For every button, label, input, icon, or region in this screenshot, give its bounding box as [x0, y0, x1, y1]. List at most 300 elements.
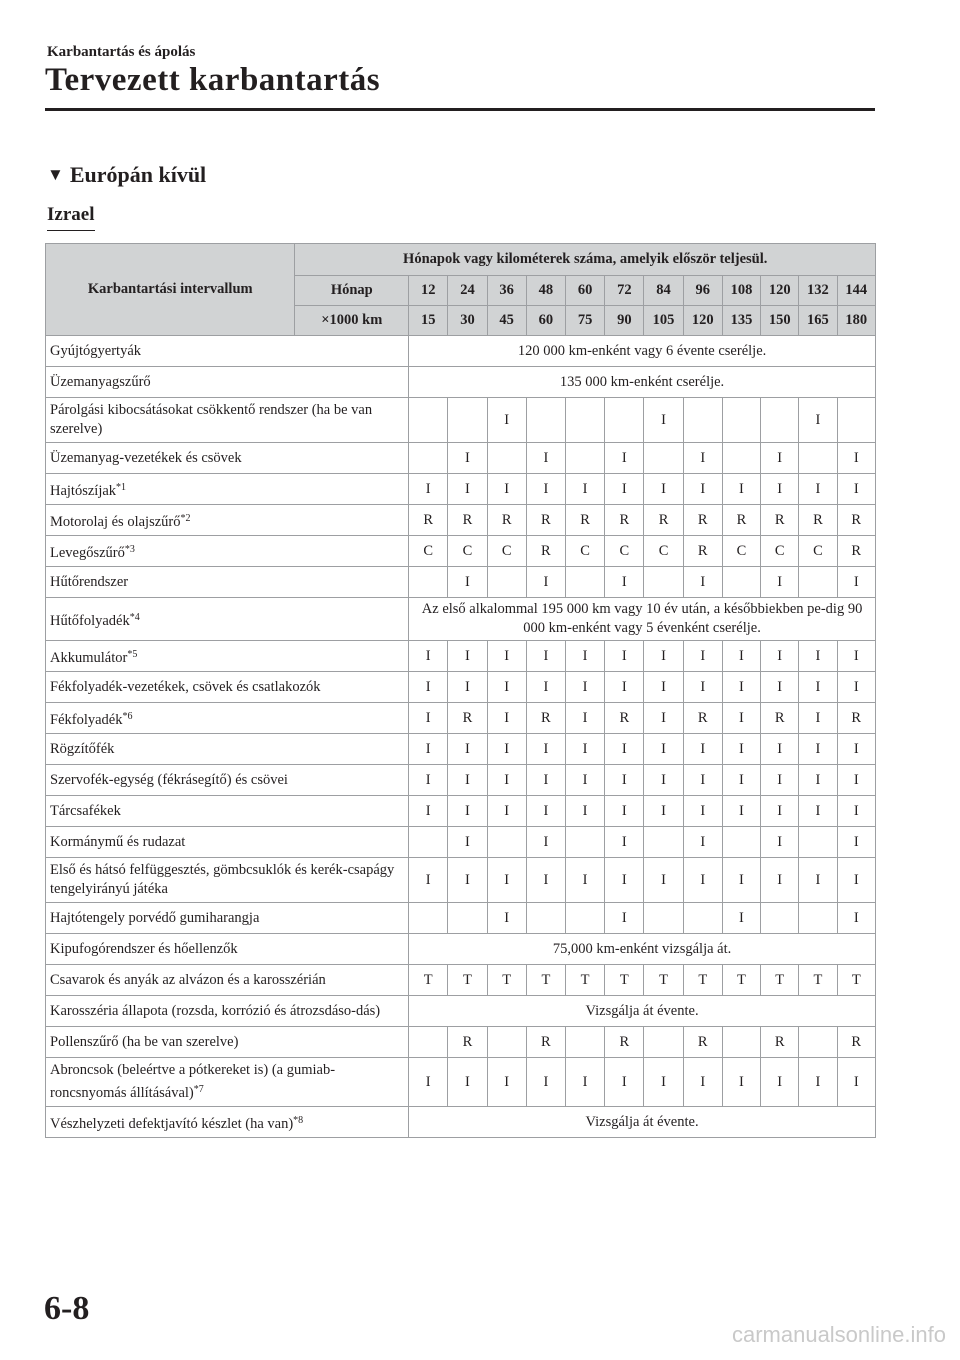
table-row [46, 858, 876, 903]
subsection-underline [47, 230, 95, 231]
schedule-cell: I [837, 443, 875, 474]
schedule-cell: I [683, 858, 722, 903]
schedule-cell [565, 827, 604, 858]
item-label-text: Kormánymű és rudazat [50, 833, 186, 850]
schedule-cell: R [799, 505, 837, 536]
item-label-text: Párolgási kibocsátásokat csökkentő rendszer (ha be van szerelve) [50, 402, 373, 437]
item-label-text: Hajtótengely porvédő gumiharangja [50, 909, 260, 926]
table-row [46, 903, 876, 934]
schedule-cell: I [799, 474, 837, 505]
schedule-cell [526, 398, 565, 443]
schedule-cell [409, 443, 448, 474]
schedule-cell: I [448, 672, 487, 703]
schedule-cell [644, 903, 683, 934]
schedule-cell: R [644, 505, 683, 536]
schedule-cell: I [837, 641, 875, 672]
schedule-cell: I [605, 641, 644, 672]
table-row [46, 367, 876, 398]
month-value: 108 [722, 276, 760, 306]
schedule-cell: C [565, 536, 604, 567]
item-label [46, 734, 409, 765]
schedule-cell: I [487, 672, 526, 703]
schedule-cell: I [683, 734, 722, 765]
item-label-text: Csavarok és anyák az alvázon és a karosszérián [50, 971, 326, 988]
schedule-cell: I [565, 765, 604, 796]
schedule-cell [683, 903, 722, 934]
schedule-cell: I [526, 672, 565, 703]
schedule-cell: I [644, 398, 683, 443]
item-label-text: Hajtószíjak [50, 482, 117, 499]
schedule-cell: I [605, 903, 644, 934]
table-row [46, 598, 876, 641]
schedule-cell [722, 1027, 760, 1058]
schedule-cell: C [409, 536, 448, 567]
item-label-text: Gyújtógyertyák [50, 342, 142, 359]
triangle-down-icon: ▼ [47, 165, 64, 184]
table-row [46, 672, 876, 703]
schedule-cell [487, 827, 526, 858]
table-row [46, 996, 876, 1027]
schedule-cell: C [605, 536, 644, 567]
schedule-cell: I [487, 765, 526, 796]
schedule-cell [487, 443, 526, 474]
schedule-cell: R [837, 505, 875, 536]
schedule-cell: I [837, 672, 875, 703]
schedule-cell: I [683, 474, 722, 505]
schedule-cell: I [799, 1058, 837, 1107]
schedule-cell: I [526, 827, 565, 858]
schedule-cell: R [837, 703, 875, 734]
item-label-text: Tárcsafékek [50, 802, 121, 819]
schedule-cell: I [526, 443, 565, 474]
schedule-cell: I [761, 474, 799, 505]
schedule-cell [722, 443, 760, 474]
schedule-cell: I [526, 567, 565, 598]
schedule-cell: I [565, 641, 604, 672]
schedule-cell: I [722, 796, 760, 827]
month-value: 36 [487, 276, 526, 306]
schedule-cell: T [761, 965, 799, 996]
schedule-cell [448, 903, 487, 934]
schedule-cell: I [409, 858, 448, 903]
schedule-cell: I [722, 474, 760, 505]
schedule-cell: T [722, 965, 760, 996]
schedule-cell: T [487, 965, 526, 996]
item-label-text: Vészhelyzeti defektjavító készlet (ha van) [50, 1115, 294, 1132]
schedule-cell: I [487, 903, 526, 934]
table-row [46, 505, 876, 536]
schedule-cell: I [644, 672, 683, 703]
table-row [46, 1027, 876, 1058]
schedule-cell: I [799, 398, 837, 443]
schedule-cell: I [487, 474, 526, 505]
schedule-cell: I [799, 858, 837, 903]
schedule-cell: R [761, 1027, 799, 1058]
schedule-cell: I [722, 672, 760, 703]
schedule-cell [487, 1027, 526, 1058]
footnote-mark: *8 [293, 1114, 304, 1126]
schedule-cell: R [526, 536, 565, 567]
month-value: 60 [565, 276, 604, 306]
schedule-cell: T [605, 965, 644, 996]
month-value: 12 [409, 276, 448, 306]
schedule-cell: I [722, 765, 760, 796]
schedule-cell [799, 827, 837, 858]
schedule-cell: I [487, 734, 526, 765]
table-row [46, 443, 876, 474]
schedule-cell: I [837, 827, 875, 858]
schedule-cell: I [722, 703, 760, 734]
item-label-text: Pollenszűrő (ha be van szerelve) [50, 1033, 239, 1050]
page-title: Tervezett karbantartás [45, 62, 381, 98]
schedule-cell: R [565, 505, 604, 536]
schedule-cell: I [761, 443, 799, 474]
schedule-cell [565, 903, 604, 934]
schedule-cell: I [605, 765, 644, 796]
table-row [46, 765, 876, 796]
schedule-cell: I [761, 796, 799, 827]
item-label-text: Hűtőrendszer [50, 573, 129, 590]
schedule-cell: I [683, 796, 722, 827]
schedule-cell: I [526, 1058, 565, 1107]
km-value: 30 [448, 306, 487, 336]
table-row [46, 567, 876, 598]
schedule-cell: C [644, 536, 683, 567]
schedule-cell: I [565, 796, 604, 827]
schedule-cell: T [644, 965, 683, 996]
item-label [46, 398, 409, 443]
schedule-cell: I [526, 474, 565, 505]
schedule-cell [487, 567, 526, 598]
schedule-cell: I [799, 703, 837, 734]
interval-note: 135 000 km-enként cserélje. [409, 367, 876, 398]
schedule-cell: R [526, 1027, 565, 1058]
schedule-cell: I [409, 474, 448, 505]
interval-note: 75,000 km-enként vizsgálja át. [409, 934, 876, 965]
schedule-cell: I [761, 765, 799, 796]
footnote-mark: *1 [116, 481, 127, 493]
table-row [46, 703, 876, 734]
item-label-text: Rögzítőfék [50, 740, 115, 757]
subsection-title: Izrael [47, 204, 95, 225]
km-value: 180 [837, 306, 875, 336]
schedule-cell: I [605, 858, 644, 903]
schedule-cell: I [644, 703, 683, 734]
item-label [46, 703, 409, 734]
schedule-cell [799, 1027, 837, 1058]
table-row [46, 474, 876, 505]
schedule-cell: R [837, 1027, 875, 1058]
section-title [47, 162, 206, 188]
page-number: 6-8 [44, 1290, 90, 1327]
schedule-cell: I [605, 734, 644, 765]
item-label [46, 1058, 409, 1107]
interval-note: 120 000 km-enként vagy 6 évente cserélje. [409, 336, 876, 367]
schedule-cell: R [683, 703, 722, 734]
schedule-cell: I [409, 672, 448, 703]
schedule-cell: I [448, 858, 487, 903]
schedule-cell: I [761, 641, 799, 672]
schedule-cell [409, 398, 448, 443]
schedule-cell: R [683, 536, 722, 567]
schedule-cell: I [487, 796, 526, 827]
schedule-cell [644, 567, 683, 598]
schedule-cell: I [722, 858, 760, 903]
item-label-text: Kipufogórendszer és hőellenzők [50, 940, 238, 957]
item-label [46, 858, 409, 903]
schedule-cell: C [761, 536, 799, 567]
schedule-cell [565, 567, 604, 598]
schedule-cell: I [526, 858, 565, 903]
table-row [46, 965, 876, 996]
schedule-cell [409, 567, 448, 598]
schedule-cell: I [526, 796, 565, 827]
schedule-cell [799, 567, 837, 598]
schedule-cell: I [799, 734, 837, 765]
km-value: 150 [761, 306, 799, 336]
item-label [46, 1107, 409, 1138]
schedule-cell: T [526, 965, 565, 996]
table-row [46, 1107, 876, 1138]
schedule-cell: I [448, 734, 487, 765]
schedule-cell: R [526, 505, 565, 536]
table-row [46, 336, 876, 367]
km-value: 90 [605, 306, 644, 336]
table-row [46, 398, 876, 443]
watermark: carmanualsonline.info [731, 1322, 946, 1347]
schedule-cell: R [409, 505, 448, 536]
schedule-cell [644, 827, 683, 858]
item-label [46, 367, 409, 398]
item-label [46, 598, 409, 641]
schedule-cell: I [644, 1058, 683, 1107]
km-value: 60 [526, 306, 565, 336]
item-label [46, 934, 409, 965]
schedule-cell: R [761, 505, 799, 536]
item-label-text: Üzemanyag-vezetékek és csövek [50, 449, 242, 466]
schedule-cell: I [565, 703, 604, 734]
schedule-cell: I [722, 641, 760, 672]
schedule-cell: I [644, 765, 683, 796]
schedule-cell: I [761, 567, 799, 598]
schedule-cell: I [409, 703, 448, 734]
month-value: 72 [605, 276, 644, 306]
item-label-text: Karosszéria állapota (rozsda, korrózió és átrozsdáso-dás) [50, 1002, 381, 1019]
month-label: Hónap [295, 276, 409, 306]
schedule-cell: I [605, 796, 644, 827]
schedule-cell: I [644, 641, 683, 672]
schedule-cell: R [605, 1027, 644, 1058]
schedule-cell: I [448, 443, 487, 474]
item-label [46, 903, 409, 934]
item-label-text: Abroncsok (beleértve a pótkereket is) (a gumiab-roncsnyomás állításával) [50, 1062, 336, 1101]
item-label [46, 796, 409, 827]
month-value: 84 [644, 276, 683, 306]
schedule-cell: I [761, 858, 799, 903]
schedule-cell: I [837, 858, 875, 903]
schedule-cell: I [605, 827, 644, 858]
schedule-cell [565, 443, 604, 474]
schedule-cell: I [837, 765, 875, 796]
table-row [46, 827, 876, 858]
schedule-cell [683, 398, 722, 443]
schedule-cell: C [448, 536, 487, 567]
schedule-cell: I [487, 641, 526, 672]
schedule-cell: I [409, 1058, 448, 1107]
schedule-cell: I [565, 672, 604, 703]
item-label-text: Fékfolyadék-vezetékek, csövek és csatlakozók [50, 678, 321, 695]
item-label [46, 827, 409, 858]
schedule-cell: R [605, 703, 644, 734]
footnote-mark: *4 [129, 611, 140, 623]
item-label-text: Motorolaj és olajszűrő [50, 513, 181, 530]
schedule-cell [409, 903, 448, 934]
schedule-cell [837, 398, 875, 443]
schedule-cell: T [565, 965, 604, 996]
item-label-text: Fékfolyadék [50, 711, 123, 728]
table-row [46, 796, 876, 827]
schedule-cell [409, 1027, 448, 1058]
item-label-text: Első és hátsó felfüggesztés, gömbcsuklók és kerék-csapágy tengelyirányú játéka [50, 862, 395, 897]
schedule-cell: I [799, 672, 837, 703]
schedule-cell: I [409, 796, 448, 827]
schedule-cell: I [799, 796, 837, 827]
schedule-cell: I [644, 734, 683, 765]
schedule-cell: I [526, 641, 565, 672]
schedule-cell: I [605, 474, 644, 505]
schedule-cell [526, 903, 565, 934]
schedule-cell: R [448, 703, 487, 734]
km-value: 75 [565, 306, 604, 336]
schedule-cell: R [683, 1027, 722, 1058]
item-label-text: Üzemanyagszűrő [50, 373, 151, 390]
schedule-cell: I [644, 858, 683, 903]
schedule-cell [761, 398, 799, 443]
schedule-cell [565, 398, 604, 443]
item-label [46, 567, 409, 598]
item-label [46, 641, 409, 672]
km-value: 120 [683, 306, 722, 336]
schedule-cell: C [487, 536, 526, 567]
schedule-cell: I [761, 672, 799, 703]
schedule-cell: I [487, 703, 526, 734]
footnote-mark: *7 [193, 1084, 204, 1095]
footnote-mark: *2 [180, 512, 191, 524]
schedule-cell: I [722, 734, 760, 765]
footnote-mark: *5 [127, 648, 138, 660]
item-label [46, 536, 409, 567]
schedule-cell: I [683, 827, 722, 858]
km-value: 45 [487, 306, 526, 336]
schedule-cell: I [799, 765, 837, 796]
schedule-cell: I [526, 765, 565, 796]
km-value: 15 [409, 306, 448, 336]
schedule-cell: I [683, 765, 722, 796]
schedule-cell: C [799, 536, 837, 567]
month-value: 96 [683, 276, 722, 306]
schedule-cell: I [683, 1058, 722, 1107]
table-row [46, 934, 876, 965]
schedule-cell: R [487, 505, 526, 536]
schedule-cell: T [799, 965, 837, 996]
schedule-cell: I [605, 1058, 644, 1107]
schedule-cell [448, 398, 487, 443]
schedule-cell: R [837, 536, 875, 567]
interval-note: Az első alkalommal 195 000 km vagy 10 év után, a későbbiekben pe-dig 90 000 km-enként vagy 5 évenként cserélje. [409, 598, 876, 641]
schedule-cell: I [722, 903, 760, 934]
month-value: 120 [761, 276, 799, 306]
schedule-cell: I [448, 827, 487, 858]
schedule-cell: I [448, 641, 487, 672]
footnote-mark: *3 [124, 543, 135, 555]
schedule-cell: I [644, 474, 683, 505]
months-km-header: Hónapok vagy kilométerek száma, amelyik először teljesül. [295, 244, 876, 276]
section-title-text: Európán kívül [69, 162, 207, 187]
schedule-cell: I [448, 474, 487, 505]
schedule-cell: I [761, 734, 799, 765]
month-value: 48 [526, 276, 565, 306]
schedule-cell: I [526, 734, 565, 765]
schedule-cell: R [761, 703, 799, 734]
month-value: 24 [448, 276, 487, 306]
schedule-cell [799, 443, 837, 474]
header-rule [45, 108, 875, 111]
interval-label-cell: Karbantartási intervallum [46, 244, 295, 336]
schedule-cell: I [837, 474, 875, 505]
schedule-cell [761, 903, 799, 934]
schedule-cell: I [448, 567, 487, 598]
schedule-cell: I [837, 567, 875, 598]
schedule-cell: T [448, 965, 487, 996]
header-row-main [46, 244, 876, 276]
item-label-text: Akkumulátor [50, 649, 128, 666]
km-label: ×1000 km [295, 306, 409, 336]
schedule-cell [799, 903, 837, 934]
schedule-cell [409, 827, 448, 858]
schedule-cell: I [605, 567, 644, 598]
schedule-cell: R [683, 505, 722, 536]
schedule-cell: I [448, 765, 487, 796]
item-label [46, 1027, 409, 1058]
schedule-cell: I [487, 1058, 526, 1107]
schedule-cell: T [683, 965, 722, 996]
table-row [46, 641, 876, 672]
schedule-cell: C [722, 536, 760, 567]
item-label [46, 474, 409, 505]
schedule-cell: R [448, 1027, 487, 1058]
schedule-cell: I [837, 903, 875, 934]
schedule-cell: T [837, 965, 875, 996]
schedule-cell: I [565, 858, 604, 903]
month-value: 144 [837, 276, 875, 306]
item-label [46, 336, 409, 367]
schedule-cell: I [409, 641, 448, 672]
item-label [46, 672, 409, 703]
item-label [46, 505, 409, 536]
schedule-cell: I [565, 1058, 604, 1107]
schedule-cell: I [605, 672, 644, 703]
item-label [46, 765, 409, 796]
interval-note: Vizsgálja át évente. [409, 996, 876, 1027]
schedule-cell [722, 567, 760, 598]
km-value: 105 [644, 306, 683, 336]
schedule-cell: R [526, 703, 565, 734]
schedule-cell: T [409, 965, 448, 996]
schedule-cell: R [448, 505, 487, 536]
month-value: 132 [799, 276, 837, 306]
schedule-cell: I [605, 443, 644, 474]
schedule-cell: I [409, 765, 448, 796]
